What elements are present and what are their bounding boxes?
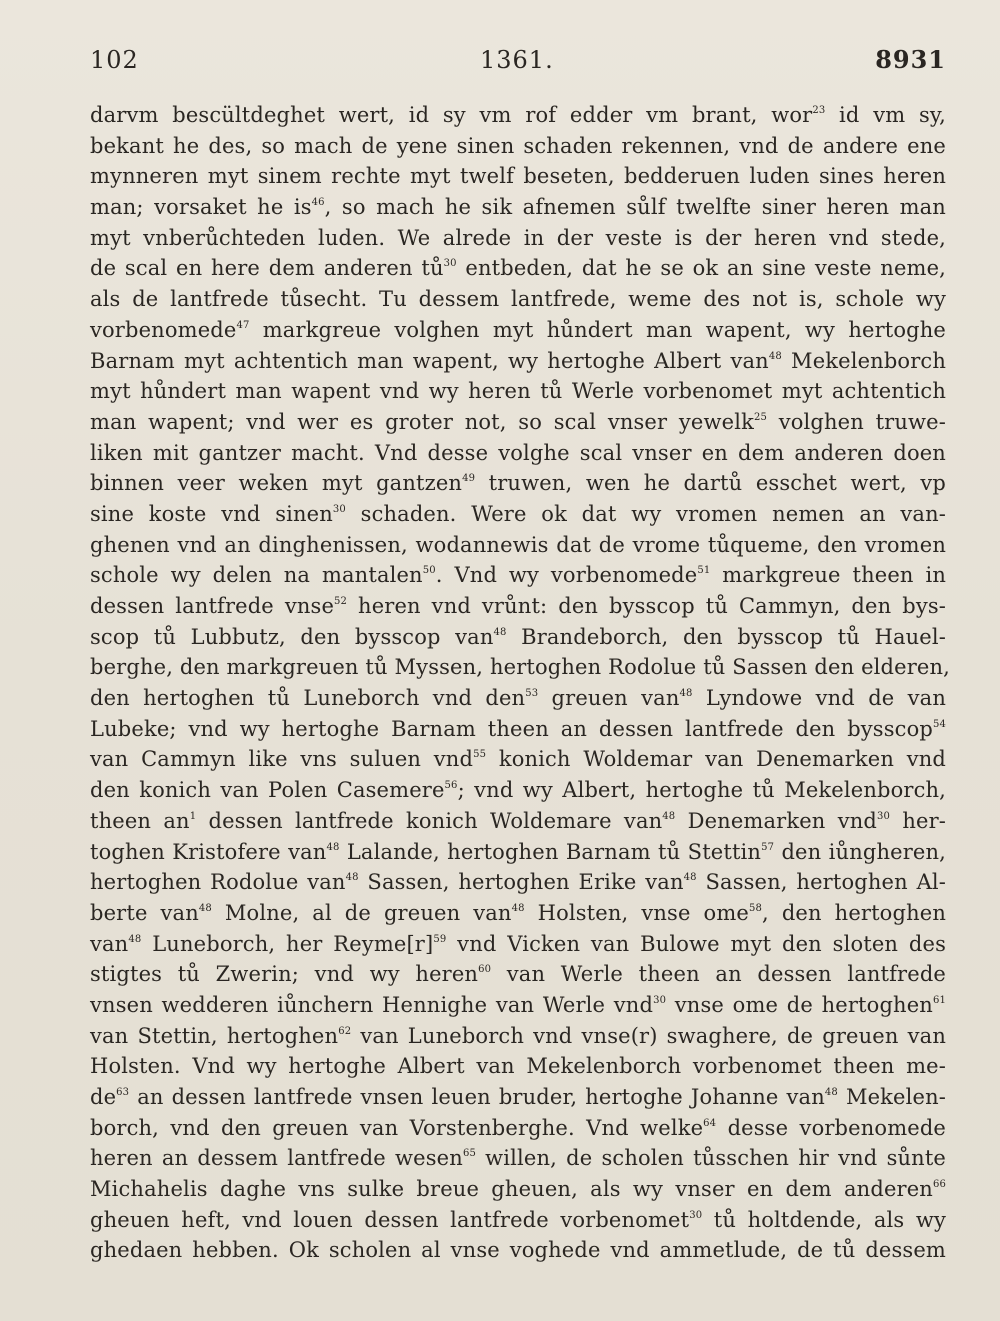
text-segment: . Vnd wy vorbenomede <box>435 563 698 588</box>
footnote-marker: 25 <box>753 411 767 423</box>
text-segment: Denemarken vnd <box>675 808 878 833</box>
footnote-marker: 46 <box>311 197 325 209</box>
text-segment: binnen veer weken myt gantzen <box>90 471 463 496</box>
text-line <box>90 622 946 653</box>
footnote-marker: 50 <box>422 565 436 577</box>
text-segment: den konich van Polen Casemere <box>90 778 445 803</box>
text-segment: schaden. Were ok dat wy vromen nemen an van- <box>345 501 946 526</box>
footnote-marker: 66 <box>932 1179 946 1191</box>
text-segment: Lubeke; vnd wy hertoghe Barnam theen an dessen lantfrede den bysscop <box>90 716 933 741</box>
text-segment: man; vorsaket he is <box>90 195 312 220</box>
text-segment: Luneborch, her Reyme[r] <box>141 931 434 956</box>
footnote-marker: 48 <box>662 810 676 822</box>
footnote-marker: 48 <box>326 841 340 853</box>
text-line <box>90 315 946 346</box>
footnote-marker: 48 <box>128 933 142 945</box>
text-line <box>90 959 946 990</box>
text-segment: van Stettin, hertoghen <box>90 1023 339 1048</box>
footnote-marker: 30 <box>877 810 891 822</box>
footnote-marker: 60 <box>478 964 492 976</box>
text-segment: Molne, al de greuen van <box>211 900 512 925</box>
text-line <box>90 652 950 683</box>
text-line <box>90 1021 946 1052</box>
text-segment: Lalande, hertoghen Barnam tů Stettin <box>339 839 762 864</box>
text-segment: her- <box>890 808 947 833</box>
text-line <box>90 100 946 131</box>
footnote-marker: 48 <box>824 1087 838 1098</box>
text-segment: Mekelen- <box>837 1085 946 1109</box>
text-line <box>90 591 946 622</box>
text-segment: Mekelenborch <box>781 348 946 373</box>
text-line <box>90 1143 946 1174</box>
text-segment: gheuen heft, vnd louen dessen lantfrede vorbenomet <box>90 1207 690 1232</box>
footnote-marker: 30 <box>332 503 346 515</box>
text-segment: liken mit gantzer macht. Vnd desse volghe scal vnser en dem anderen doen <box>90 440 946 465</box>
footnote-marker: 58 <box>748 902 762 914</box>
text-line <box>90 131 946 162</box>
text-line <box>90 161 946 192</box>
text-segment: vnsen wedderen iůnchern Hennighe van Werle vnd <box>90 992 654 1017</box>
text-segment: dessen lantfrede konich Woldemare van <box>196 808 663 833</box>
text-segment: willen, de scholen tůsschen hir vnd sůnte <box>475 1146 947 1171</box>
footnote-marker: 61 <box>932 994 946 1006</box>
footnote-marker: 48 <box>768 350 782 362</box>
text-segment: den hertoghen tů Luneborch vnd den <box>90 686 526 711</box>
text-line <box>90 714 946 745</box>
text-segment: Barnam myt achtentich man wapent, wy hertoghe Albert van <box>90 348 769 373</box>
footnote-marker: 65 <box>462 1148 476 1160</box>
text-segment: de <box>90 1085 117 1109</box>
text-line <box>90 376 946 407</box>
text-segment: markgreue volghen myt hůndert man wapent, wy hertoghe <box>249 317 946 342</box>
text-segment: heren vnd vrůnt: den bysscop tů Cammyn, den bys- <box>347 594 947 618</box>
text-segment: Sassen, hertoghen Al- <box>696 870 946 895</box>
text-segment: ghenen vnd an dinghenissen, wodannewis dat de vrome tůqueme, den vromen <box>90 532 946 557</box>
text-segment: schole wy delen na mantalen <box>90 563 423 588</box>
text-line <box>90 438 946 469</box>
footnote-marker: 48 <box>345 872 359 884</box>
footnote-marker: 62 <box>338 1025 352 1037</box>
text-segment: theen an <box>90 808 190 833</box>
footnote-marker: 47 <box>236 319 250 331</box>
footnote-marker: 59 <box>433 933 447 945</box>
text-segment: mynneren myt sinem rechte myt twelf beseten, bedderuen luden sines heren <box>90 164 946 189</box>
text-segment: tů holtdende, als wy <box>702 1207 947 1232</box>
text-segment: berte van <box>90 900 199 925</box>
text-segment: markgreue theen in <box>710 563 946 588</box>
document-number: 8931 <box>875 45 946 74</box>
page-header <box>88 40 946 80</box>
text-segment: vorbenomede <box>90 317 237 342</box>
footnote-marker: 1 <box>189 810 197 822</box>
text-line <box>90 1082 946 1113</box>
text-segment: hertoghen Rodolue van <box>90 870 346 895</box>
text-segment: Holsten. Vnd wy hertoghe Albert van Mekelenborch vorbenomet theen me- <box>90 1054 946 1079</box>
text-line <box>90 530 946 561</box>
text-segment: myt vnberůchteden luden. We alrede in der veste is der heren vnd stede, <box>90 225 946 250</box>
text-segment: vnd Vicken van Bulowe myt den sloten des <box>446 931 946 956</box>
text-line <box>90 990 946 1021</box>
text-line <box>90 1051 946 1082</box>
text-segment: borch, vnd den greuen van Vorstenberghe. Vnd welke <box>90 1115 704 1140</box>
text-segment: Lyndowe vnd de van <box>692 686 947 711</box>
text-segment: , so mach he sik afnemen sůlf twelfte siner heren man <box>324 195 946 220</box>
text-segment: konich Woldemar van Denemarken vnd <box>486 747 946 772</box>
text-line <box>90 1113 946 1144</box>
footnote-marker: 52 <box>334 596 348 607</box>
footnote-marker: 48 <box>511 902 525 914</box>
footnote-marker: 56 <box>444 780 458 792</box>
text-segment: volghen truwe- <box>766 409 946 434</box>
text-segment: van Werle theen an dessen lantfrede <box>491 962 946 987</box>
text-segment: entbeden, dat he se ok an sine veste neme, <box>456 256 946 281</box>
text-line <box>90 223 946 254</box>
text-segment: dessen lantfrede vnse <box>90 594 335 618</box>
text-line <box>90 192 946 223</box>
text-segment: den iůngheren, <box>774 839 946 864</box>
text-segment: Sassen, hertoghen Erike van <box>358 870 684 895</box>
text-line <box>90 253 946 284</box>
header-year: 1361. <box>480 46 554 74</box>
text-line <box>90 284 946 315</box>
footnote-marker: 30 <box>689 1209 703 1221</box>
text-line <box>90 407 946 438</box>
text-segment: ; vnd wy Albert, hertoghe tů Mekelenborch, <box>457 778 946 803</box>
text-segment: greuen van <box>538 686 680 711</box>
text-segment: bekant he des, so mach de yene sinen schaden rekennen, vnd de andere ene <box>90 133 946 158</box>
text-line <box>90 1235 946 1266</box>
text-segment: Michahelis daghe vns sulke breue gheuen, als wy vnser en dem anderen <box>90 1177 933 1202</box>
footnote-marker: 48 <box>679 688 693 700</box>
text-segment: van <box>90 931 129 956</box>
text-segment: sine koste vnd sinen <box>90 501 333 526</box>
footnote-marker: 23 <box>812 105 826 116</box>
footnote-marker: 48 <box>198 902 212 914</box>
page-number: 102 <box>90 46 139 74</box>
text-segment: als de lantfrede tůsecht. Tu dessem lantfrede, weme des not is, schole wy <box>90 287 946 312</box>
footnote-marker: 49 <box>462 473 476 485</box>
text-line <box>90 806 946 837</box>
text-line <box>90 775 946 806</box>
footnote-marker: 30 <box>443 258 457 270</box>
text-segment: heren an dessem lantfrede wesen <box>90 1146 463 1171</box>
footnote-marker: 51 <box>697 565 711 577</box>
body-text <box>90 100 950 1266</box>
text-line <box>90 683 946 714</box>
text-line <box>90 346 946 377</box>
text-segment: desse vorbenomede <box>716 1115 947 1140</box>
text-segment: scop tů Lubbutz, den bysscop van <box>90 624 494 649</box>
footnote-marker: 30 <box>653 994 667 1006</box>
text-line <box>90 1174 946 1205</box>
text-segment: van Cammyn like vns suluen vnd <box>90 747 474 772</box>
text-segment: myt hůndert man wapent vnd wy heren tů Werle vorbenomet myt achtentich <box>90 379 946 404</box>
text-segment: darvm bescültdeghet wert, id sy vm rof edder vm brant, wor <box>90 103 813 127</box>
text-line <box>90 898 946 929</box>
footnote-marker: 64 <box>703 1117 717 1129</box>
text-line <box>90 867 946 898</box>
text-line <box>90 499 946 530</box>
text-segment: toghen Kristofere van <box>90 839 327 864</box>
text-segment: stigtes tů Zwerin; vnd wy heren <box>90 962 479 987</box>
text-segment: ghedaen hebben. Ok scholen al vnse voghede vnd ammetlude, de tů dessem <box>90 1238 946 1263</box>
footnote-marker: 63 <box>116 1087 130 1098</box>
text-segment: truwen, wen he dartů esschet wert, vp <box>475 471 946 496</box>
footnote-marker: 57 <box>761 841 775 853</box>
text-line <box>90 1205 946 1236</box>
text-segment: man wapent; vnd wer es groter not, so scal vnser yewelk <box>90 409 754 434</box>
text-segment: van Luneborch vnd vnse(r) swaghere, de greuen van <box>351 1023 946 1048</box>
text-segment: vnse ome de hertoghen <box>666 992 933 1017</box>
text-segment: Holsten, vnse ome <box>524 900 749 925</box>
footnote-marker: 48 <box>683 872 697 884</box>
text-line <box>90 837 946 868</box>
text-segment: berghe, den markgreuen tů Myssen, hertoghen Rodolue tů Sassen den elderen, <box>90 655 950 680</box>
text-segment: id vm sy, <box>825 103 946 127</box>
text-segment: de scal en here dem anderen tů <box>90 256 444 281</box>
text-line <box>90 929 946 960</box>
text-line <box>90 468 946 499</box>
footnote-marker: 48 <box>493 626 507 638</box>
text-line <box>90 560 946 591</box>
text-segment: , den hertoghen <box>762 900 946 925</box>
footnote-marker: 54 <box>932 718 946 730</box>
text-line <box>90 744 946 775</box>
text-segment: Brandeborch, den bysscop tů Hauel- <box>506 624 946 649</box>
text-segment: an dessen lantfrede vnsen leuen bruder, hertoghe Johanne van <box>129 1085 825 1109</box>
footnote-marker: 53 <box>525 688 539 700</box>
footnote-marker: 55 <box>473 749 487 761</box>
